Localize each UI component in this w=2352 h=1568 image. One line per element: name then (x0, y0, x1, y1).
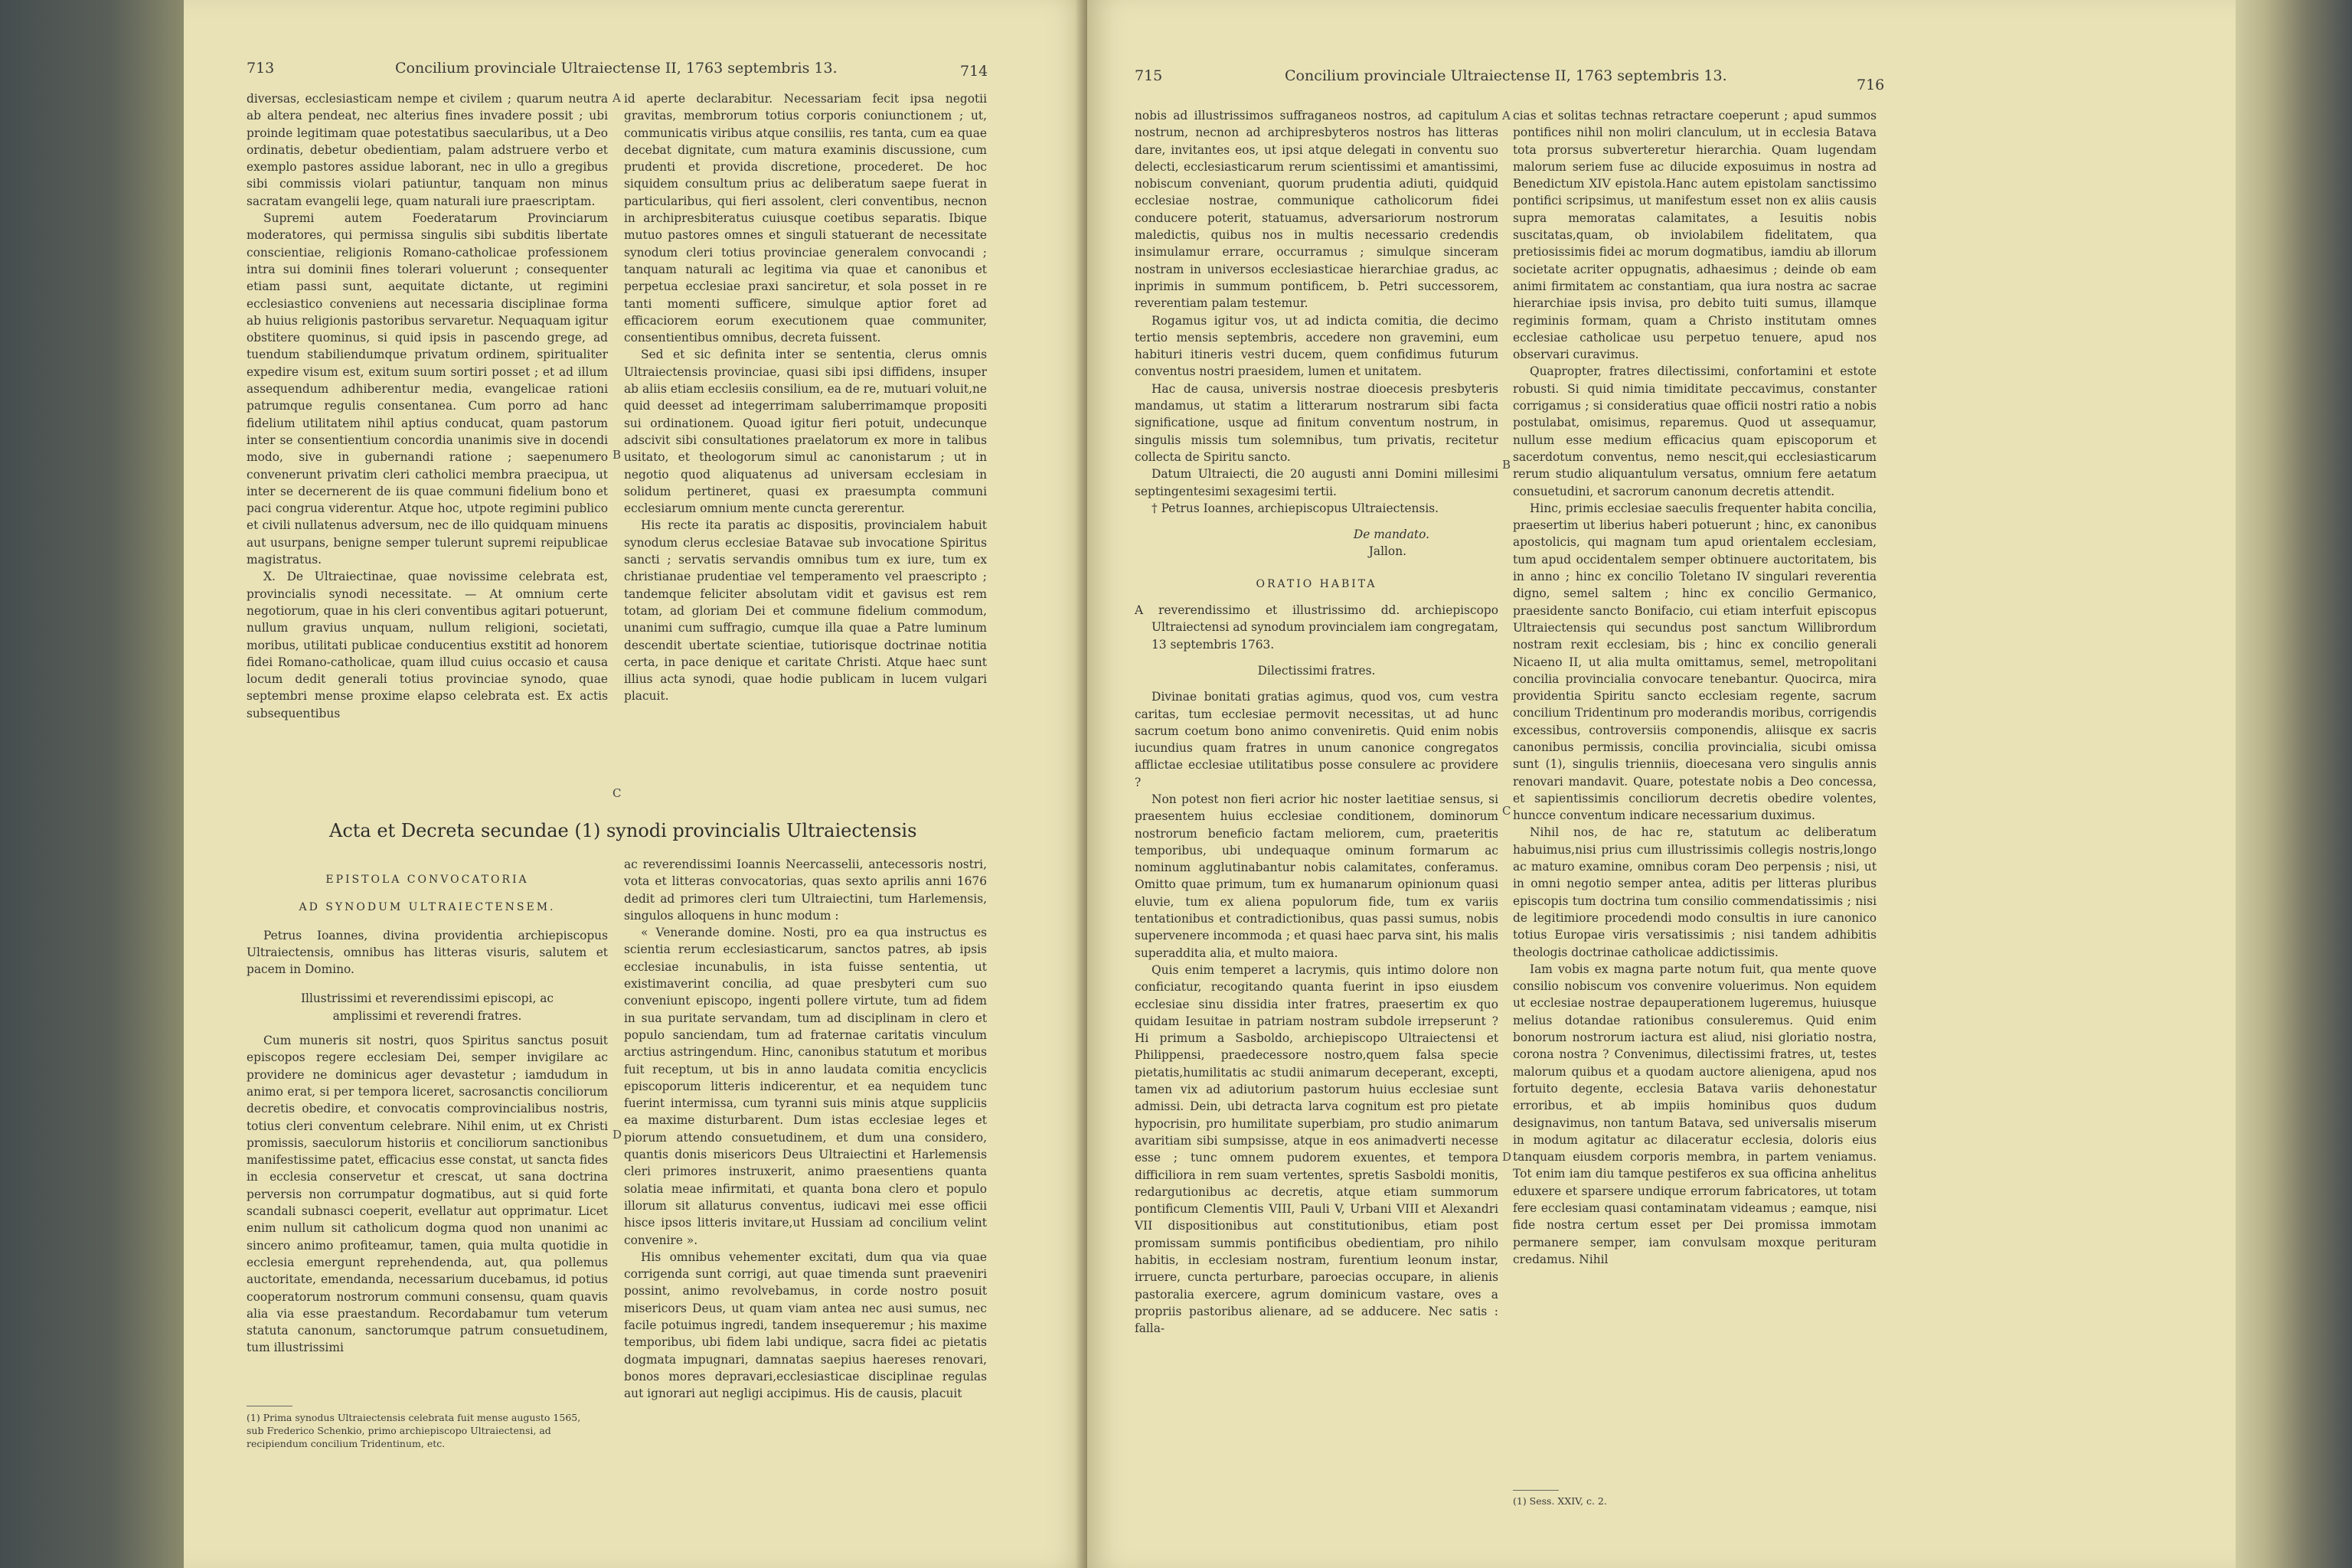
paragraph: Iam vobis ex magna parte notum fuit, qua mente quove consilio nobiscum vos convenire voluerimus. Non equidem ut ecclesiae nostrae depauperationem lugeremus, huiusque melius dotandae rationibus consuleremus. Quid enim bonorum nostrorum iactura est aliud, nisi gloriatio nostra, corona nostra ? Convenimus, dilectissimi fratres, ut, testes malorum quibus et a quodam auctore alienigena, apud nos fortuito degente, ecclesia Batava variis dehonestatur erroribus, et ab impiis hominibus quos dudum designavimus, non tantum Batava, sed universalis miserum in modum agitatur ac dilaceratur ecclesia, doloris eius tanquam eiusdem corporis membra, in partem veniamus. Tot enim iam diu tamque pestiferos ex sua officina anhelitus eduxere et sparsere undique errorum fabricatores, ut totam fere ecclesiam quasi contaminatam videamus ; eamque, nisi fide nostra certum esset per Dei promissa immotam permanere semper, iam convulsam moxque perituram credamus. Nihil (1513, 962, 1877, 1266)
secretary: Jallon. (1368, 544, 1406, 559)
page-number-713: 713 (247, 60, 275, 77)
mandate: De mandato. (1353, 528, 1429, 542)
left-col1 (247, 90, 608, 722)
paragraph: cias et solitas technas retractare coeperunt ; apud summos pontifices nihil non moliri clanculum, ut in ecclesia Batava tota prorsus subverteretur hierarchia. Quam lugendam malorum seriem fuse ac dilucide exposuimus in nostra ad Benedictum XIV epistola.Hanc autem epistolam sanctissimo pontifici scripsimus, ut manifestum esset non ex aliis causis supra memoratas calamitates, a Iesuitis nobis suscitatas,quam, ob inviolabilem fidelitatem, qua pretiosissimis fidei ac morum dogmatibus, iamdiu ab illorum societate acriter oppugnatis, adhaesimus ; deinde ob eam animi firmitatem ac constantiam, qua iura nostra ac sacrae hierarchiae ipsis invisa, pro debito tuiti sumus, illamque regiminis formam, quam a Christo institutam omnes ecclesiae catholicae usu perpetuo tenuere, apud nos observari curavimus. (1513, 109, 1877, 362)
running-header-left: Concilium provinciale Ultraiectense II, 1763 septembris 13. (395, 60, 838, 77)
running-header-right: Concilium provinciale Ultraiectense II, 1763 septembris 13. (1285, 67, 1727, 84)
footnote: (1) Prima synodus Ultraiectensis celebrata fuit mense augusto 1565, sub Frederico Schenkio, primo archiepiscopo Ultraiectensi, ad recipiendum concilium Tridentinum, etc. (247, 1412, 581, 1449)
heading-synodum: AD SYNODUM ULTRAIECTENSEM. (299, 901, 556, 914)
paragraph: Nihil nos, de hac re, statutum ac deliberatum habuimus,nisi prius cum illustrissimis collegis nostris,longo ac maturo examine, omnibus coram Deo perpensis ; nisi, ut in omni negotio semper antea, aditis per litteras pluribus episcopis tum doctrina tum consilio commendatissimis ; nisi de legitimiore procedendi modo consultis in iure canonico totius Europae viris versatissimis ; nisi tandem adhibitis theologis doctrinae catholicae addictissimis. (1513, 825, 1877, 959)
book-right-edge (2236, 0, 2352, 1568)
book-left-edge (0, 0, 184, 1568)
page-number-714: 714 (960, 63, 988, 80)
margin-marker-d: D (1502, 1150, 1512, 1164)
paragraph: Quis enim temperet a lacrymis, quis intimo dolore non conficiatur, recogitando quanta fuerint in ipso eiusdem ecclesiae sinu dissidia inter fratres, praesertim ex quo quidam Iesuitae in patriam nostram subdole irrepserunt ? Hi primum a Sasboldo, archiepiscopo Ultraiectensi et Philippensi, praedecessore nostro,quem falsa specie pietatis,humilitatis ac studii animarum deceperant, excepti, tamen vix ad adiutorium pastorum huius ecclesiae sunt admissi. Dein, ubi detracta larva cognitum est pro pietate hypocrisin, pro humilitate superbiam, pro studio animarum avaritiam sibi sumpsisse, atque in eos animadverti necesse esse ; tunc omnem pudorem exuentes, et tempora difficiliora in rem suam vertentes, spretis Sasboldi monitis, redargutionibus ac decretis, atque etiam summorum pontificum Clementis VIII, Pauli V, Urbani VIII et Alexandri VII dispositionibus aut constitutionibus, etiam post promissam summis pontificibus obedientiam, pro nihilo habitis, in ecclesiam nostram, furentium leonum instar, irruere, cuncta perturbare, paroecias occupare, in alienis pastoralia exercere, agrum dominicum vastare, oves a propriis pastoribus alienare, ad se adducere. Nec satis : falla- (1135, 962, 1498, 1336)
paragraph: Cum muneris sit nostri, quos Spiritus sanctus posuit episcopos regere ecclesiam Dei, semper invigilare ac providere ne dominicus ager devastetur ; iamdudum in animo erat, si per tempora liceret, sacrosanctis conciliorum decretis obedire, et convocatis comprovincialibus nostris, totius cleri conventum celebrare. Nihil enim, ut ex Christi promissis, saeculorum historiis et conciliorum sanctionibus manifestissime patet, efficacius esse constat, ut sancta fides in ecclesia conservetur et crescat, ut sana doctrina perversis non corrumpatur dogmatibus, aut si quid forte scandali subnasci coeperit, evellatur aut opprimatur. Licet enim nullum sit catholicum dogma quod non unanimi ac sincero animo profiteamur, tamen, quia multa quotidie in ecclesia emergunt reprehendenda, aut, qua pollemus auctoritate, emendanda, necessarium ducebamus, id potius cooperatorum nostrorum communi consensu, quam quavis alia via esse praestandum. Recordabamur tum veterum statuta canonum, sanctorumque patrum consuetudinem, tum illustrissimi (247, 1034, 608, 1355)
margin-marker-b: B (612, 448, 622, 462)
oratio-salutation: Dilectissimi fratres. (1257, 663, 1376, 678)
paragraph: Datum Ultraiecti, die 20 augusti anni Domini millesimi septingentesimi sexagesimi tertii. (1135, 467, 1498, 498)
page-number-715: 715 (1135, 67, 1163, 84)
paragraph: Supremi autem Foederatarum Provinciarum moderatores, qui permissa singulis sibi subditis libertate conscientiae, religionis Romano-catholicae professionem intra sui dominii fines tolerari voluerunt ; consequenter etiam passi sunt, aequitate dictante, ut regimini ecclesiastico conveniens aut necessaria disciplinae forma ab huius religionis pastoribus servaretur. Nequaquam igitur obstitere quominus, si quid ipsis in pascendo grege, ad tuendum stabiliendumque privatum ordinem, spiritualiter expedire visum est, exitum suum sortiri posset ; et ad illum assequendum adhiberentur media, evangelicae rationi patrumque regulis consentanea. Cum porro ad hanc fidelium utilitatem nihil aptius conducat, quam pastorum inter se consentientium concordia unanimis sive in docendi modo, sive in gubernandi ratione ; saepenumero convenerunt privatim cleri catholici membra praecipua, ut inter se decernerent de iis quae communi fidelium bono et paci congrua viderentur. Atque hoc, utpote regimini publico et civili nullatenus adversum, nec de illo quidquam minuens aut usurpans, benigne semper tulerunt supremi reipublicae magistratus. (247, 211, 608, 567)
signature: † Petrus Ioannes, archiepiscopus Ultraiectensis. (1152, 501, 1439, 515)
paragraph: Divinae bonitati gratias agimus, quod vos, cum vestra caritas, tum ecclesiae permovit necessitas, ut ad hunc sacrum coetum bono animo conveniretis. Quid enim nobis iucundius quam fratres in unum canonice congregatos afflictae ecclesiae utilitatibus posse consulere ac providere ? (1135, 690, 1498, 789)
heading-oratio: ORATIO HABITA (1256, 577, 1377, 590)
right-col1 (1135, 107, 1498, 1337)
paragraph: Non potest non fieri acrior hic noster laetitiae sensus, si praesentem huius ecclesiae conditionem, dominorum nostrorum beneficio factam meliorem, cum, praeteritis temporibus, ubi undequaque ominum formarum ac nominum agglutinabantur nobis calamitates, conferamus. Omitto quae primum, tum ex humanarum opinionum quasi eluvie, tum ex aliena populorum fide, tum ex variis tentationibus et contradictionibus, quas passi sumus, nobis supervenere incommoda ; et quasi haec parva sint, his malis superaddita alia, et multo maiora. (1135, 792, 1498, 960)
left-col2 (624, 90, 987, 705)
right-col2 (1513, 107, 1877, 1268)
paragraph: His recte ita paratis ac dispositis, provincialem habuit synodum clerus ecclesiae Batavae sub invocatione Spiritus sancti ; servatis servandis omnibus tum ex iure, tum ex christianae prudentiae vel temperamento vel praescripto ; tandemque feliciter absolutam vidit et gavisus est rem totam, ad gloriam Dei et commune fidelium commodum, unanimi cum suffragio, cumque illa quae a Patre luminum descendit ubertate scientiae, tutiorisque doctrinae notitia certa, in pace denique et caritate Christi. Atque haec sunt illius acta synodi, quae hodie publicam in lucem vulgari placuit. (624, 518, 987, 704)
paragraph: Sed et sic definita inter se sententia, clerus omnis Ultraiectensis provinciae, quasi sibi ipsi diffidens, insuper ab aliis etiam ecclesiis consilium, ea de re, mutuari voluit,ne quid deesset ad integerrimam saluberrimamque propositi sui ordinationem. Quoad igitur fieri potuit, undecunque adscivit sibi consultationes praelatorum ex more in talibus usitato, et theologorum simul ac canonistarum ; ut in negotio quod aliquatenus ad universam ecclesiam in solidum pertineret, quasi ex praesumpta communi ecclesiarum omnium mente cuncta gererentur. (624, 348, 987, 516)
section-title: Acta et Decreta secundae (1) synodi provincialis Ultraiectensis (329, 820, 917, 841)
paragraph: « Venerande domine. Nosti, pro ea qua instructus es scientia rerum ecclesiasticarum, sanctos patres, ab ipsis ecclesiae incunabulis, in ista fuisse sententia, ut existimaverint concilia, ad quae presbyteri cum suo conveniunt episcopo, ingenti pollere virtute, tum ad fidem in sua puritate servandam, tum ad disciplinam in clero et populo sanciendam, tum ad fraternae caritatis vinculum arctius astringendum. Hinc, canonibus statutum et moribus fuit receptum, ut bis in anno laudata comitia encyclicis episcoporum litteris indicerentur, et ea nequidem tunc fuerint intermissa, cum tyranni suis minis atque suppliciis ea maxime disturbarent. Dum istas ecclesiae leges et piorum attendo consuetudinem, et dum una considero, quantis donis misericors Deus Ultraiectini et Harlemensis cleri primores instruxerit, animo praesentiens quanta solatia meae infirmitati, et quanta bona clero et populo illorum sit allaturus conventus, iudicavi mei esse officii hisce ipsos litteris invitare,ut Hussiam ad concilium velint convenire ». (624, 926, 987, 1247)
footnote-rule (1513, 1490, 1559, 1491)
margin-marker-c: C (612, 786, 622, 800)
margin-marker-b: B (1502, 458, 1511, 472)
left-page (184, 0, 1087, 1568)
paragraph: Petrus Ioannes, divina providentia archiepiscopus Ultraiectensis, omnibus has litteras visuris, salutem et pacem in Domino. (247, 928, 608, 977)
margin-marker-a: A (612, 91, 621, 105)
paragraph: Quapropter, fratres dilectissimi, confortamini et estote robusti. Si quid nimia timiditate peccavimus, constanter corrigamus ; si consideratius quae officii nostri ratio a nobis postulabat, omisimus, reparemus. Quod ut assequamur, nullum esse medium efficacius quam episcoporum et sacerdotum conventus, nemo nescit,qui ecclesiasticarum rerum studio aliquantulum versatus, omnium fere aetatum consuetudini, et sacrorum canonum decretis attendit. (1513, 364, 1877, 498)
salutation: Illustrissimi et reverendissimi episcopi, ac amplissimi et reverendi fratres. (300, 991, 554, 1023)
paragraph: ac reverendissimi Ioannis Neercasselii, antecessoris nostri, vota et litteras convocatorias, quas sexto aprilis anni 1676 dedit ad primores cleri tum Ultraiectini, tum Harlemensis, singulos alloquens in hunc modum : (624, 858, 987, 923)
paragraph: Hac de causa, universis nostrae dioecesis presbyteris mandamus, ut statim a litterarum nostrarum sibi facta significatione, usque ad finitum conventum nostrum, in singulis missis tum solemnibus, tum privatis, recitetur collecta de Spiritu sancto. (1135, 381, 1498, 464)
page-number-716: 716 (1857, 77, 1885, 93)
oratio-address: A reverendissimo et illustrissimo dd. archiepiscopo Ultraiectensi ad synodum provincialem iam congregatam, 13 septembris 1763. (1135, 603, 1498, 652)
right-page (1087, 0, 2236, 1568)
paragraph: id aperte declarabitur. Necessariam fecit ipsa negotii gravitas, membrorum totius corporis coniunctionem ; ut, communicatis viribus atque consiliis, res tanta, cum ea quae decebat dignitate, cum matura examinis discussione, cum prudenti et provida discretione, procederet. De hoc siquidem consultum prius ac deliberatum saepe fuerat in particularibus, qui fieri assolent, cleri conventibus, necnon in archipresbiteratus cuiusque coetibus separatis. Ibique mutuo pastores omnes et singuli statuerant de necessitate synodum cleri totius provinciae generalem convocandi ; tanquam naturali ac legitima via quae et canonibus et perpetua ecclesiae praxi sanciretur, et sola posset in re tanti momenti sufficere, simulque aptior foret ad efficaciorem eorum executionem quae communiter, consentientibus omnibus, decreta fuissent. (624, 92, 987, 345)
paragraph: His omnibus vehementer excitati, dum qua via quae corrigenda sunt corrigi, aut quae timenda sunt praeveniri possint, animo revolvebamus, in corde nostro posuit misericors Deus, ut quam viam antea nec ausi sumus, nec facile potuimus ingredi, tandem insequeremur ; his maxime temporibus, ubi fidem labi undique, sacra fidei ac pietatis dogmata impugnari, damnatas saepius haereses renovari, bonos mores depravari,ecclesiasticae disciplinae regulas aut ignorari aut negligi accipimus. His de causis, placuit (624, 1250, 987, 1401)
margin-marker-a: A (1502, 109, 1511, 122)
paragraph: X. De Ultraiectinae, quae novissime celebrata est, provincialis synodi necessitate. — At omnium certe negotiorum, quae in his cleri conventibus agitari potuerunt, nullum gravius unquam, nullum religioni, societati, moribus, utilitati publicae conducentius exstitit ad honorem fidei Romano-catholicae, quam illud cuius occasio et causa locum dedit generali totius provinciae synodo, quae septembri mense proxime elapso celebrata est. Ex actis subsequentibus (247, 570, 608, 720)
left-col3 (247, 871, 608, 1357)
paragraph: nobis ad illustrissimos suffraganeos nostros, ad capitulum nostrum, necnon ad archipresbyteros nostros has litteras dare, invitantes eos, ut ipsi atque delegati in conventu suo delecti, ecclesiasticarum rerum scientissimi et amantissimi, nobiscum conveniant, quorum prudentia adiuti, quidquid ecclesiae nostrae, communique catholicorum fidei conducere poterit, statuamus, adversariorum nostrorum maledictis, quibus nos in multis necessario credendis insimulamur errare, occurramus ; simulque sinceram nostram in universos ecclesiasticae hierarchiae gradus, ac inprimis in summum pontificem, b. Petri successorem, reverentiam palam testemur. (1135, 109, 1498, 311)
footnote: (1) Sess. XXIV, c. 2. (1513, 1495, 1607, 1507)
paragraph: Rogamus igitur vos, ut ad indicta comitia, die decimo tertio mensis septembris, accedere non gravemini, eum habituri itineris vestri ducem, quem confidimus futurum conventus nostri praesidem, lumen et unitatem. (1135, 313, 1498, 379)
heading-epistola: EPISTOLA CONVOCATORIA (325, 874, 529, 886)
left-col4 (624, 856, 987, 1403)
paragraph: Hinc, primis ecclesiae saeculis frequenter habita concilia, praesertim ut liberius haberi potuerunt ; hinc, ex canonibus apostolicis, qui magnam tum apud orientalem ecclesiam, tum apud occidentalem semper obtinuere auctoritatem, bis in anno ; hinc ex concilio Toletano IV singulari reverentia digno, semel saltem ; hinc ex concilio Germanico, praesidente sancto Bonifacio, cui etiam interfuit episcopus Ultraiectensis qui secundus post sanctum Willibrordum nostram rexit ecclesiam, bis ; hinc ex concilio generali Nicaeno II, ut alia multa omittamus, semel, metropolitani concilia provincialia convocare tenebantur. Quocirca, mira providentia Spiritu sancto ecclesiam regente, sacrum concilium Tridentinum pro moderandis moribus, corrigendis excessibus, controversiis componendis, aliisque ex sacris canonibus permissis, concilia provincialia, sicubi omissa sunt (1), singulis trienniis, dioecesana vero singulis annis renovari mandavit. Quare, potestate nobis a Deo concessa, et sapientissimis conciliorum decretis obedire volentes, huncce conventum indicare necessarium duximus. (1513, 501, 1877, 823)
margin-marker-c: C (1502, 804, 1511, 818)
paragraph: diversas, ecclesiasticam nempe et civilem ; quarum neutra ab altera pendeat, nec alterius fines invadere possit ; ubi proinde legitimam quae potestatibus saecularibus, ut a Deo ordinatis, debetur obedientiam, palam adstruere verbo et exemplo pastores assidue laborant, nec in ullo a gregibus sibi commissis violari patiuntur, tanquam non minus sacratam evangelii lege, quam naturali iure praescriptam. (247, 92, 608, 208)
margin-marker-d: D (612, 1128, 622, 1142)
